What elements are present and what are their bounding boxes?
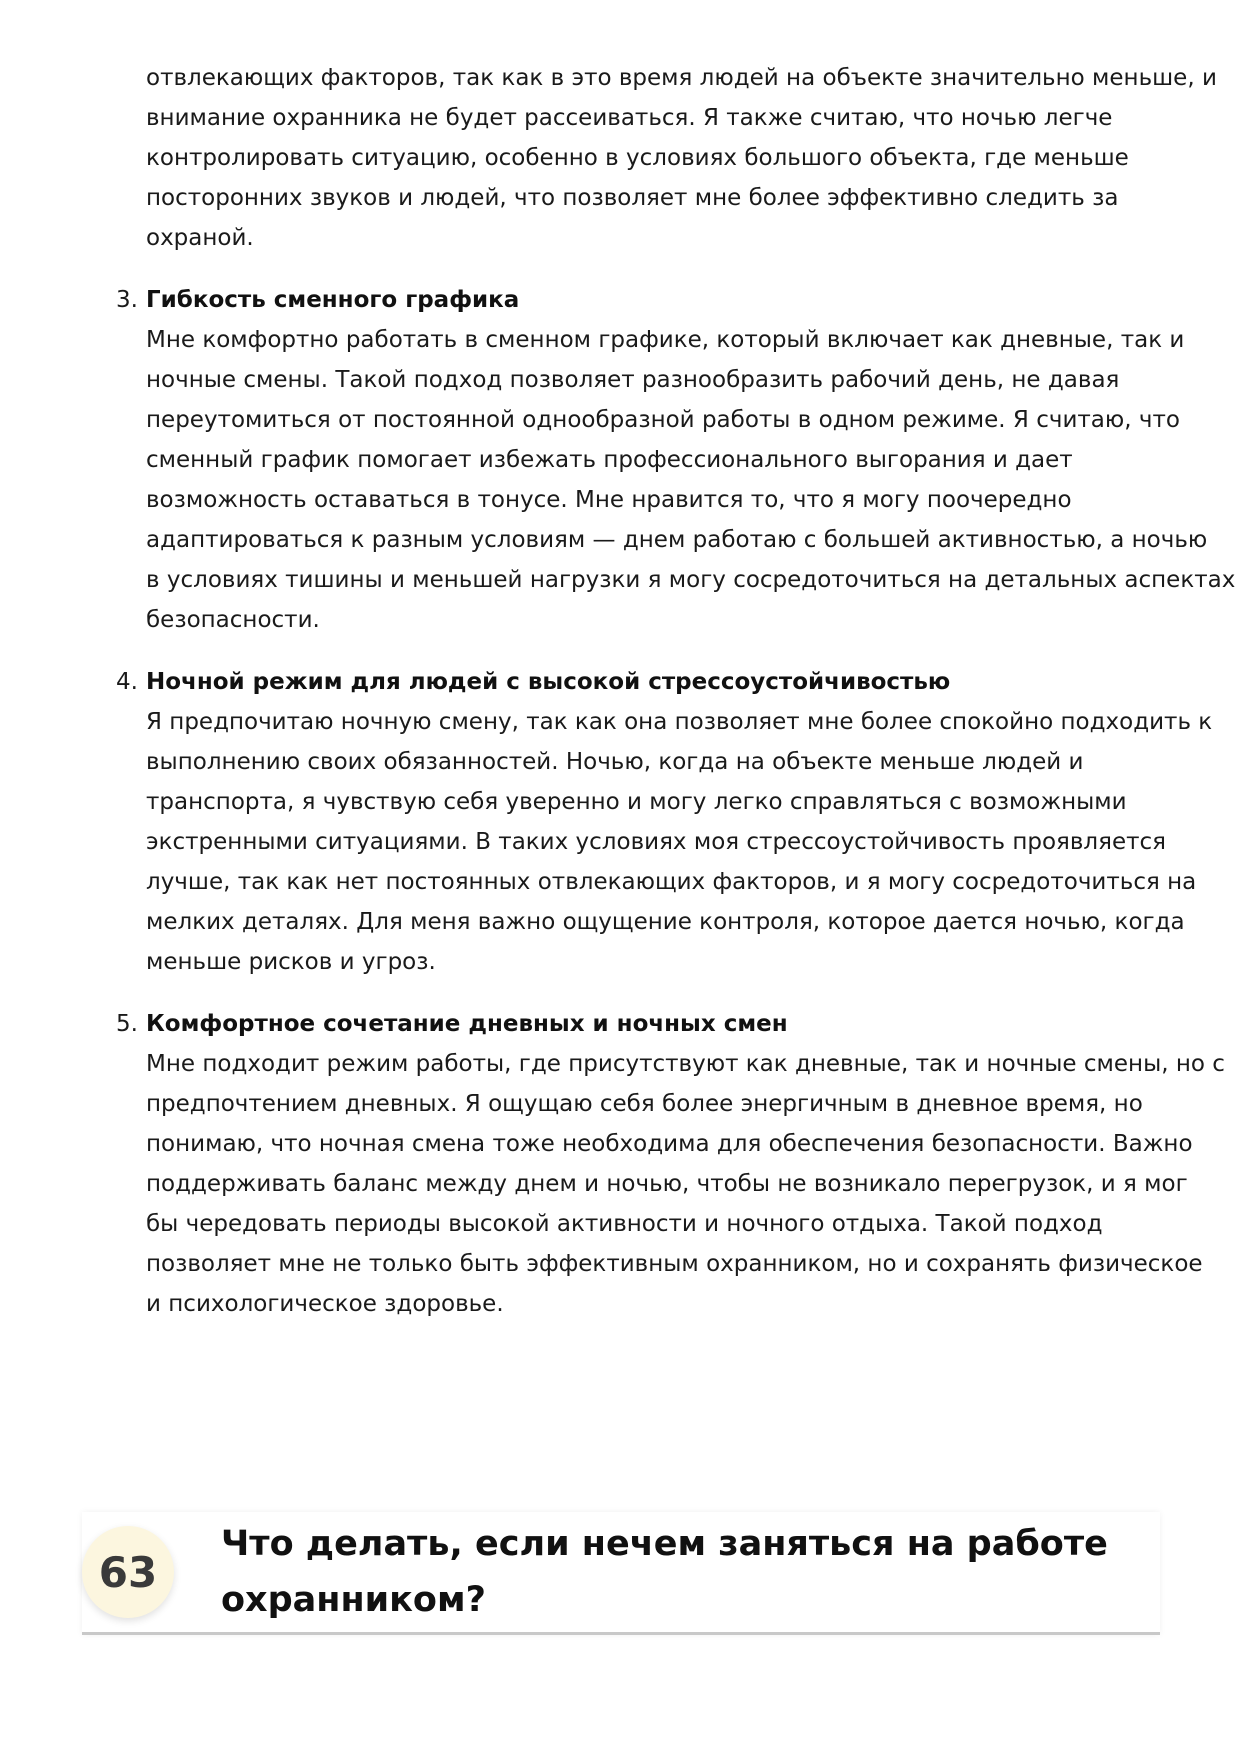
- list-item-body: [146, 702, 1213, 982]
- text-line: понимаю, что ночная смена тоже необходима для обеспечения безопасности. Важно: [146, 1131, 1193, 1157]
- list-item-body: [146, 320, 1236, 640]
- section-number-badge: 63: [82, 1526, 174, 1618]
- text-line: отвлекающих факторов, так как в это время людей на объекте значительно меньше, и: [146, 65, 1217, 91]
- text-line: посторонних звуков и людей, что позволяет мне более эффективно следить за: [146, 185, 1119, 211]
- list-item-number: 5.: [116, 1011, 138, 1037]
- section-heading: [82, 1512, 1160, 1635]
- list-item-title: Ночной режим для людей с высокой стрессоустойчивостью: [146, 669, 951, 695]
- list-item-body: [146, 1044, 1225, 1324]
- text-line: мелких деталях. Для меня важно ощущение контроля, которое дается ночью, когда: [146, 909, 1185, 935]
- text-line: транспорта, я чувствую себя уверенно и могу легко справляться с возможными: [146, 789, 1127, 815]
- list-item: [0, 1004, 1239, 1324]
- text-line: внимание охранника не будет рассеиваться. Я также считаю, что ночью легче: [146, 105, 1113, 131]
- text-line: контролировать ситуацию, особенно в условиях большого объекта, где меньше: [146, 145, 1129, 171]
- list-item-number: 4.: [116, 669, 138, 695]
- text-line: и психологическое здоровье.: [146, 1291, 504, 1317]
- section-title-line: охранником?: [221, 1580, 486, 1620]
- section-title: [221, 1516, 1121, 1628]
- text-line: адаптироваться к разным условиям — днем работаю с большей активностью, а ночью: [146, 527, 1208, 553]
- list-item-number: 3.: [116, 287, 138, 313]
- section-title-line: Что делать, если нечем заняться на работе: [221, 1524, 1108, 1564]
- text-line: ночные смены. Такой подход позволяет разнообразить рабочий день, не давая: [146, 367, 1120, 393]
- text-line: бы чередовать периоды высокой активности и ночного отдыха. Такой подход: [146, 1211, 1103, 1237]
- list-item: [0, 662, 1239, 982]
- text-line: переутомиться от постоянной однообразной работы в одном режиме. Я считаю, что: [146, 407, 1180, 433]
- text-line: Мне комфортно работать в сменном графике, который включает как дневные, так и: [146, 327, 1185, 353]
- continuation-paragraph: [146, 58, 1217, 258]
- text-line: Мне подходит режим работы, где присутствуют как дневные, так и ночные смены, но с: [146, 1051, 1225, 1077]
- list-item-title: Комфортное сочетание дневных и ночных смен: [146, 1011, 788, 1037]
- text-line: лучше, так как нет постоянных отвлекающих факторов, и я могу сосредоточиться на: [146, 869, 1197, 895]
- list-item: [0, 280, 1239, 640]
- text-line: безопасности.: [146, 607, 320, 633]
- text-line: позволяет мне не только быть эффективным охранником, но и сохранять физическое: [146, 1251, 1203, 1277]
- text-line: выполнению своих обязанностей. Ночью, когда на объекте меньше людей и: [146, 749, 1084, 775]
- text-line: в условиях тишины и меньшей нагрузки я могу сосредоточиться на детальных аспектах: [146, 567, 1236, 593]
- text-line: Я предпочитаю ночную смену, так как она позволяет мне более спокойно подходить к: [146, 709, 1213, 735]
- text-line: поддерживать баланс между днем и ночью, чтобы не возникало перегрузок, и я мог: [146, 1171, 1188, 1197]
- text-line: экстренными ситуациями. В таких условиях моя стрессоустойчивость проявляется: [146, 829, 1166, 855]
- text-line: предпочтением дневных. Я ощущаю себя более энергичным в дневное время, но: [146, 1091, 1143, 1117]
- text-line: сменный график помогает избежать профессионального выгорания и дает: [146, 447, 1073, 473]
- list-item-title: Гибкость сменного графика: [146, 287, 520, 313]
- text-line: возможность оставаться в тонусе. Мне нравится то, что я могу поочередно: [146, 487, 1072, 513]
- document-body: [0, 58, 1239, 1346]
- numbered-list: [0, 280, 1239, 1324]
- text-line: охраной.: [146, 225, 254, 251]
- text-line: меньше рисков и угроз.: [146, 949, 436, 975]
